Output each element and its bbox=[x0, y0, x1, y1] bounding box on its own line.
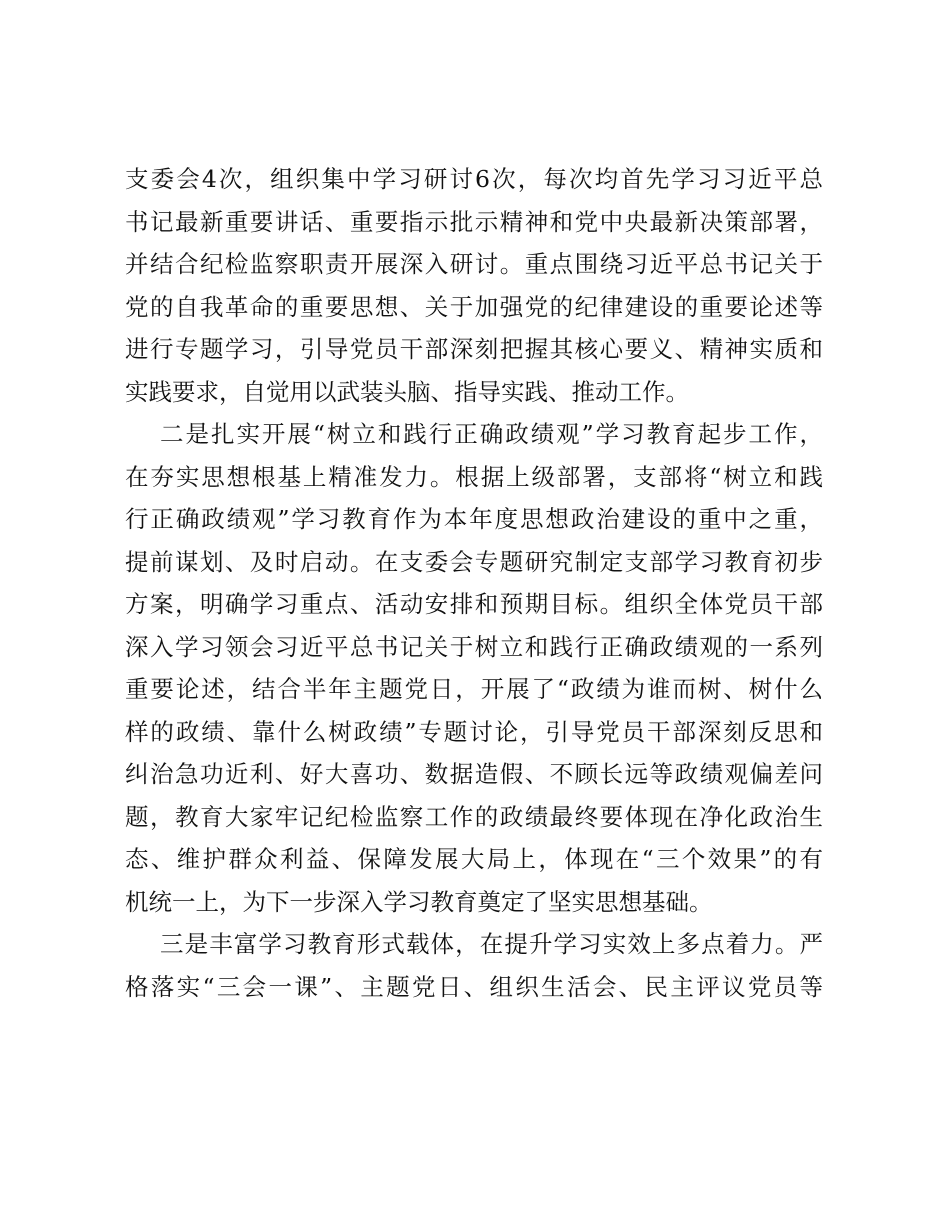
text-line: 重要论述，结合半年主题党日，开展了“政绩为谁而树、树什么 bbox=[125, 675, 823, 703]
text-line: 样的政绩、靠什么树政绩”专题讨论，引导党员干部深刻反思和 bbox=[125, 717, 823, 746]
text-line: 态、维护群众利益、保障发展大局上，体现在“三个效果”的有 bbox=[125, 845, 823, 873]
text-line: 三是丰富学习教育形式载体，在提升学习实效上多点着力。严 bbox=[160, 930, 823, 958]
text-line: 支委会4次，组织集中学习研讨6次，每次均首先学习习近平总 bbox=[125, 165, 823, 193]
text-line: 党的自我革命的重要思想、关于加强党的纪律建设的重要论述等 bbox=[125, 292, 823, 321]
text-line: 方案，明确学习重点、活动安排和预期目标。组织全体党员干部 bbox=[125, 590, 823, 618]
text-line: 机统一上，为下一步深入学习教育奠定了坚实思想基础。 bbox=[125, 887, 713, 916]
text-line: 深入学习领会习近平总书记关于树立和践行正确政绩观的一系列 bbox=[125, 632, 823, 661]
paragraph-3 bbox=[125, 923, 823, 1008]
text-line: 二是扎实开展“树立和践行正确政绩观”学习教育起步工作， bbox=[160, 420, 823, 448]
text-line: 书记最新重要讲话、重要指示批示精神和党中央最新决策部署， bbox=[125, 207, 823, 236]
text-line: 并结合纪检监察职责开展深入研讨。重点围绕习近平总书记关于 bbox=[125, 250, 823, 278]
text-line: 纠治急功近利、好大喜功、数据造假、不顾长远等政绩观偏差问 bbox=[125, 760, 823, 788]
text-line: 格落实“三会一课”、主题党日、组织生活会、民主评议党员等 bbox=[125, 972, 823, 1001]
document-body bbox=[125, 158, 823, 1008]
text-line: 进行专题学习，引导党员干部深刻把握其核心要义、精神实质和 bbox=[125, 335, 823, 363]
text-line: 实践要求，自觉用以武装头脑、指导实践、推动工作。 bbox=[125, 377, 689, 406]
paragraph-1 bbox=[125, 158, 823, 413]
text-line: 在夯实思想根基上精准发力。根据上级部署，支部将“树立和践 bbox=[125, 462, 823, 491]
paragraph-2 bbox=[125, 413, 823, 923]
text-line: 题，教育大家牢记纪检监察工作的政绩最终要体现在净化政治生 bbox=[125, 802, 823, 831]
text-line: 提前谋划、及时启动。在支委会专题研究制定支部学习教育初步 bbox=[125, 547, 823, 576]
text-line: 行正确政绩观”学习教育作为本年度思想政治建设的重中之重， bbox=[125, 505, 823, 533]
